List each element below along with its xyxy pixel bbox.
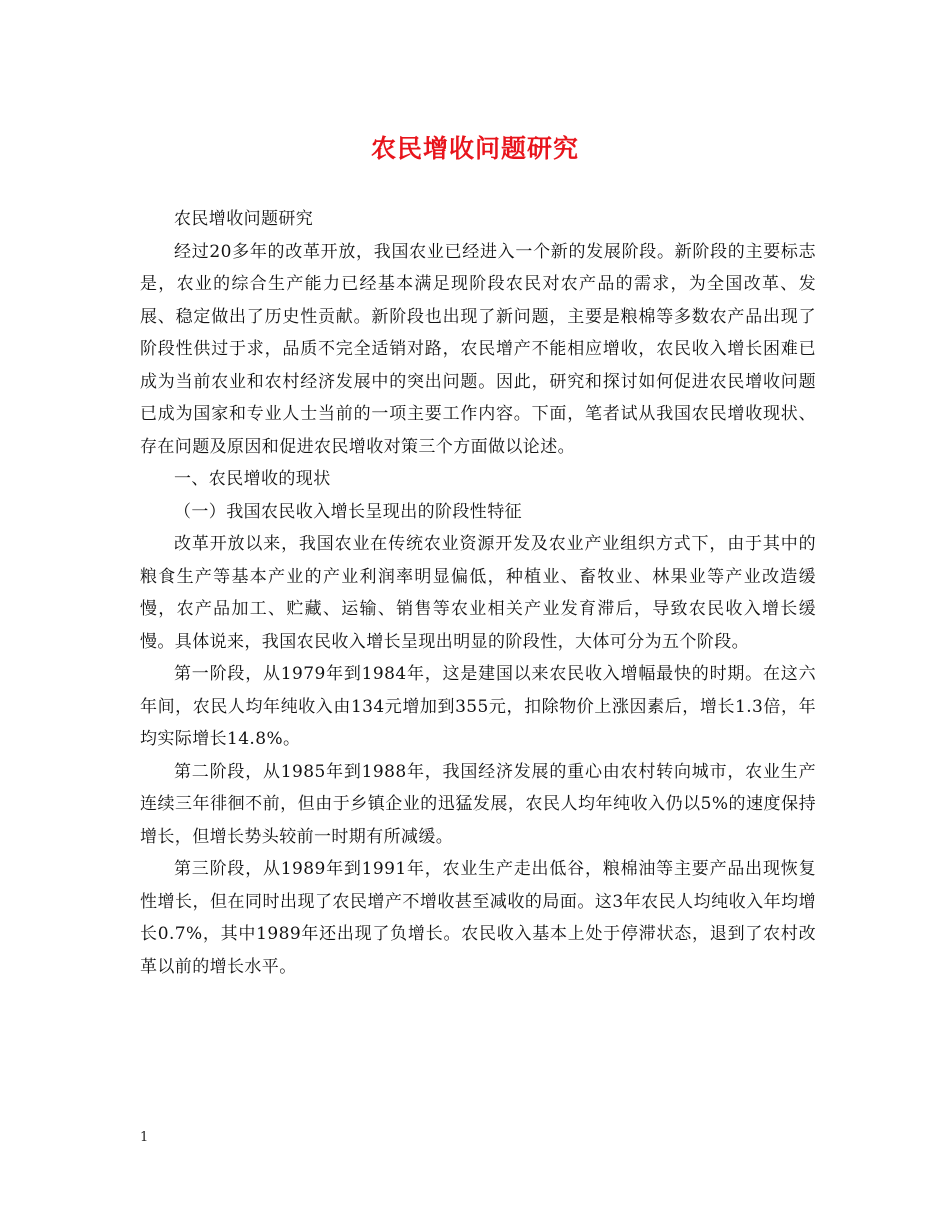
- section-heading: 一、农民增收的现状: [174, 469, 331, 489]
- paragraph-stage-two: 第二阶段，从1985年到1988年，我国经济发展的重心由农村转向城市，农业生产连续三年徘徊不前，但由于乡镇企业的迅猛发展，农民人均年纯收入仍以5%的速度保持增长，但增长势头较前一时期有所减缓。: [140, 761, 816, 847]
- page-number: 1: [140, 1130, 149, 1145]
- paragraph-subtitle: 农民增收问题研究: [174, 209, 314, 229]
- paragraph-introduction: 经过20多年的改革开放，我国农业已经进入一个新的发展阶段。新阶段的主要标志是，农业的综合生产能力已经基本满足现阶段农民对农产品的需求，为全国改革、发展、稳定做出了历史性贡献。新阶段也出现了新问题，主要是粮棉等多数农产品出现了阶段性供过于求，品质不完全适销对路，农民增产不能相应增收，农民收入增长困难已成为当前农业和农村经济发展中的突出问题。因此，研究和探讨如何促进农民增收问题已成为国家和专业人士当前的一项主要工作内容。下面，笔者试从我国农民增收现状、存在问题及原因和促进农民增收对策三个方面做以论述。: [140, 241, 816, 457]
- paragraph-overview: 改革开放以来，我国农业在传统农业资源开发及农业产业组织方式下，由于其中的粮食生产等基本产业的产业利润率明显偏低，种植业、畜牧业、林果业等产业改造缓慢，农产品加工、贮藏、运输、销售等农业相关产业发育滞后，导致农民收入增长缓慢。具体说来，我国农民收入增长呈现出明显的阶段性，大体可分为五个阶段。: [140, 534, 816, 652]
- document-body: [140, 203, 816, 983]
- document-title: 农民增收问题研究: [370, 134, 579, 163]
- paragraph-stage-one: 第一阶段，从1979年到1984年，这是建国以来农民收入增幅最快的时期。在这六年间，农民人均年纯收入由134元增加到355元，扣除物价上涨因素后，增长1.3倍，年均实际增长14.8%。: [140, 664, 816, 749]
- paragraph-stage-three: 第三阶段，从1989年到1991年，农业生产走出低谷，粮棉油等主要产品出现恢复性增长，但在同时出现了农民增产不增收甚至减收的局面。这3年农民人均纯收入年均增长0.7%，其中1989年还出现了负增长。农民收入基本上处于停滞状态，退到了农村改革以前的增长水平。: [140, 859, 816, 977]
- subsection-heading: （一）我国农民收入增长呈现出的阶段性特征: [174, 501, 522, 522]
